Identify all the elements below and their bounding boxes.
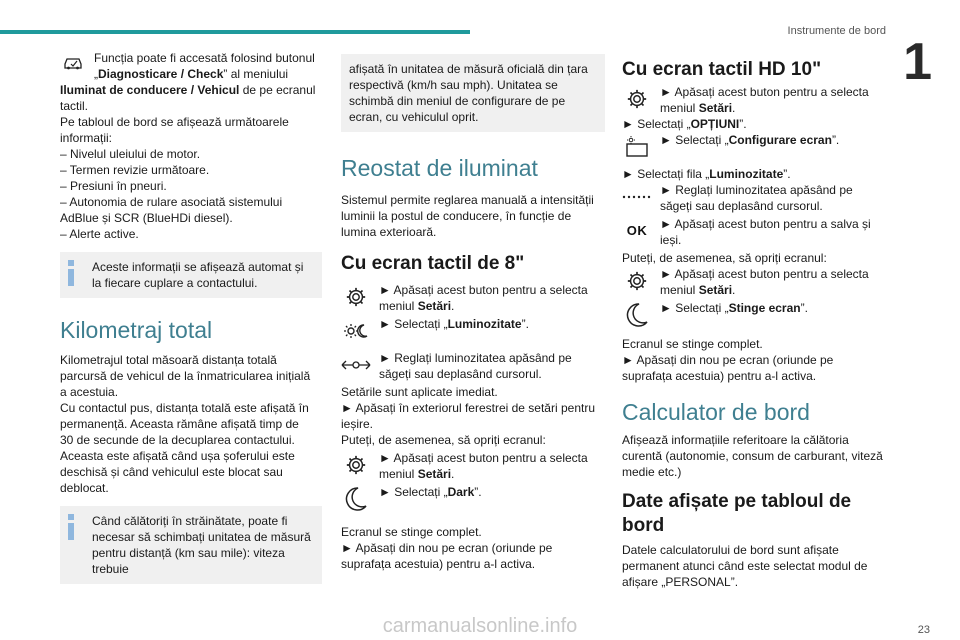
info-text: afișată în unitatea de măsură oficială din țara respectivă (km/h sau mph). Unitatea se schimbă din meniul de configurare de pe ecran, cu vehiculul oprit. <box>349 62 588 124</box>
step-settings-2 <box>341 450 605 482</box>
step-text: ► Apăsați acest buton pentru a selecta meniul Setări. <box>379 283 588 313</box>
diag-line: „Diagnosticare / Check” al meniului <box>94 67 289 81</box>
diag-line: Funcția poate fi accesată folosind butonul <box>94 51 315 65</box>
off-text-2: ► Apăsați din nou pe ecran (oriunde pe suprafața acestuia) pentru a-l activa. <box>622 353 834 383</box>
slider-arrows-icon <box>341 350 371 380</box>
km-line: a acestuia. <box>60 385 119 399</box>
diag-line: – Termen revizie următoare. <box>60 163 210 177</box>
date-text: Datele calculatorului de bord sunt afișate permanent atunci când este selectat modul de afișare „PERSONAL”. <box>622 543 868 589</box>
brightness-icon <box>341 316 371 346</box>
section-title: Instrumente de bord <box>787 25 886 37</box>
hd10-heading: Cu ecran tactil HD 10" <box>622 59 822 80</box>
watermark: carmanualsonline.info <box>382 615 578 637</box>
info-text: Când călătoriți în străinătate, poate fi necesar să schimbați unitatea de măsură pentru distanță (km sau mile): viteza trebuie <box>92 514 311 576</box>
step-text: ► Apăsați acest buton pentru a salva și ieși. <box>660 217 871 247</box>
info-icon <box>66 514 76 540</box>
car-check-icon <box>60 50 86 76</box>
step-text: ► Apăsați acest buton pentru a selecta meniul Setări. <box>660 85 869 115</box>
diag-line: – Alerte active. <box>60 227 139 241</box>
step-text: ► Selectați „Dark”. <box>379 485 482 499</box>
step-ok <box>622 216 884 248</box>
km-line: Kilometrajul total măsoară distanța totală <box>60 353 277 367</box>
diag-line: – Autonomia de rulare asociată sistemului <box>60 195 283 209</box>
ok-icon <box>622 216 652 246</box>
step-text: ► Apăsați acest buton pentru a selecta meniul Setări. <box>379 451 588 481</box>
gear-icon <box>622 84 652 114</box>
diag-line: tactil. <box>60 99 89 113</box>
moon-icon <box>622 300 652 330</box>
date-heading: Date afișate pe tabloul de bord <box>622 491 852 536</box>
step-tab: ► Selectați fila „Luminozitate”. <box>622 167 791 181</box>
step-settings-hd-2 <box>622 266 884 298</box>
km-line: Aceasta este afișată când ușa șoferului este <box>60 449 295 463</box>
km-line: 30 de secunde de la decuplarea contactului. <box>60 433 295 447</box>
screen-config-icon <box>622 132 652 162</box>
step-text: ► Selectați „Stinge ecran”. <box>660 301 808 315</box>
step-settings-hd <box>622 84 884 116</box>
step-text: ► Reglați luminozitatea apăsând pe săgeți sau deplasând cursorul. <box>660 183 853 213</box>
step-settings <box>341 282 605 314</box>
km-line: parcursă de vehicul de la înmatricularea inițială <box>60 369 311 383</box>
calc-text: Afișează informațiile referitoare la călătoria curentă (autonomie, consum de carburant, viteză medie etc.) <box>622 433 883 479</box>
km-line: permanență. Aceasta rămâne afișată timp de <box>60 417 299 431</box>
km-line: deschisă și când vehiculul este blocat sau <box>60 465 283 479</box>
calc-heading: Calculator de bord <box>622 399 810 425</box>
reostat-text: Sistemul permite reglarea manuală a intensității luminii la postul de conducere, în funcție de lumina exterioară. <box>341 193 594 239</box>
touch8-heading: Cu ecran tactil de 8" <box>341 253 525 274</box>
diag-line: – Nivelul uleiului de motor. <box>60 147 201 161</box>
off-text: Ecranul se stinge complet. <box>622 337 763 351</box>
diag-line: AdBlue și SCR (BlueHDi diesel). <box>60 211 233 225</box>
step-screen-off <box>622 300 884 330</box>
chapter-number: 1 <box>903 33 932 91</box>
exit-text: ► Apăsați în exteriorul ferestrei de setări pentru ieșire. <box>341 401 596 431</box>
applied-text: Setările sunt aplicate imediat. <box>341 385 498 399</box>
km-heading: Kilometraj total <box>60 317 213 343</box>
step-screen-config <box>622 132 884 162</box>
column-2 <box>341 54 605 572</box>
dots-slider-icon <box>622 182 652 212</box>
diag-line: Iluminat de conducere / Vehicul de pe ecranul <box>60 83 316 97</box>
ok-label: OK <box>626 223 648 238</box>
step-dark <box>341 484 605 514</box>
info-box <box>60 252 322 298</box>
info-box-continued <box>341 54 605 132</box>
gear-icon <box>341 450 371 480</box>
info-icon <box>66 260 76 286</box>
info-text: Aceste informații se afișează automat și la fiecare cuplare a contactului. <box>92 260 304 290</box>
step-text: ► Apăsați acest buton pentru a selecta meniul Setări. <box>660 267 869 297</box>
column-1 <box>60 50 322 584</box>
diag-line: informații: <box>60 131 113 145</box>
diagnostics-block <box>60 50 322 82</box>
can-off-text: Puteți, de asemenea, să opriți ecranul: <box>622 251 827 265</box>
km-line: Cu contactul pus, distanța totală este afișată în <box>60 401 309 415</box>
off-text: Ecranul se stinge complet. <box>341 525 482 539</box>
diag-line: Pe tabloul de bord se afișează următoarele <box>60 115 289 129</box>
gear-icon <box>622 266 652 296</box>
step-adjust-hd <box>622 182 884 214</box>
km-paragraph <box>60 352 322 496</box>
step-text: ► Selectați „Configurare ecran”. <box>660 133 840 147</box>
column-3 <box>622 58 884 590</box>
step-text: ► Reglați luminozitatea apăsând pe săgeți sau deplasând cursorul. <box>379 351 572 381</box>
step-brightness <box>341 316 605 346</box>
gear-icon <box>341 282 371 312</box>
step-options: ► Selectați „OPȚIUNI”. <box>622 117 747 131</box>
step-text: ► Selectați „Luminozitate”. <box>379 317 529 331</box>
km-line: deblocat. <box>60 481 109 495</box>
info-box <box>60 506 322 584</box>
reostat-heading: Reostat de iluminat <box>341 155 538 181</box>
header-accent-bar <box>0 30 470 34</box>
off-text-2: ► Apăsați din nou pe ecran (oriunde pe suprafața acestuia) pentru a-l activa. <box>341 541 553 571</box>
moon-icon <box>341 484 371 514</box>
diag-line: – Presiuni în pneuri. <box>60 179 167 193</box>
step-adjust <box>341 350 605 382</box>
can-off-text: Puteți, de asemenea, să opriți ecranul: <box>341 433 546 447</box>
page-number: 23 <box>917 624 930 636</box>
